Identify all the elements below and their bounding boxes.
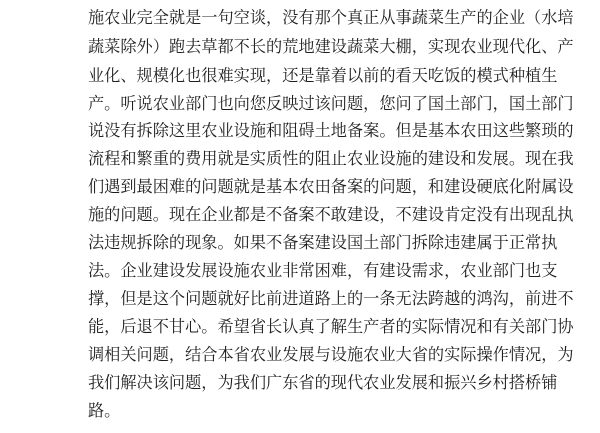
text-line: 说没有拆除这里农业设施和阻碍土地备案。但是基本农田这些繁琐的 [88,121,574,140]
text-line: 们遇到最困难的问题就是基本农田备案的问题，和建设硬底化附属设 [88,177,574,196]
text-line: 蔬菜除外）跑去草都不长的荒地建设蔬菜大棚，实现农业现代化、产 [88,37,574,56]
text-line: 路。 [88,401,121,420]
text-line: 施农业完全就是一句空谈，没有那个真正从事蔬菜生产的企业（水培 [88,8,574,27]
text-line: 施的问题。现在企业都是不备案不敢建设，不建设肯定没有出现乱执 [88,205,574,224]
text-line: 能，后退不甘心。希望省长认真了解生产者的实际情况和有关部门协 [88,317,574,336]
text-line: 产。听说农业部门也向您反映过该问题，您问了国土部门，国土部门 [88,94,574,113]
text-line: 法。企业建设发展设施农业非常困难，有建设需求，农业部门也支 [88,261,558,280]
text-line: 业化、规模化也很难实现，还是靠着以前的看天吃饭的模式种植生 [88,66,558,85]
text-line: 法违规拆除的现象。如果不备案建设国土部门拆除违建属于正常执 [88,233,558,252]
text-line: 撑，但是这个问题就好比前进道路上的一条无法跨越的鸿沟，前进不 [88,289,574,308]
text-line: 调相关问题，结合本省农业发展与设施农业大省的实际操作情况，为 [88,345,574,364]
text-line: 流程和繁重的费用就是实质性的阻止农业设施的建设和发展。现在我 [88,149,574,168]
text-line: 我们解决该问题，为我们广东省的现代农业发展和振兴乡村搭桥铺 [88,373,558,392]
